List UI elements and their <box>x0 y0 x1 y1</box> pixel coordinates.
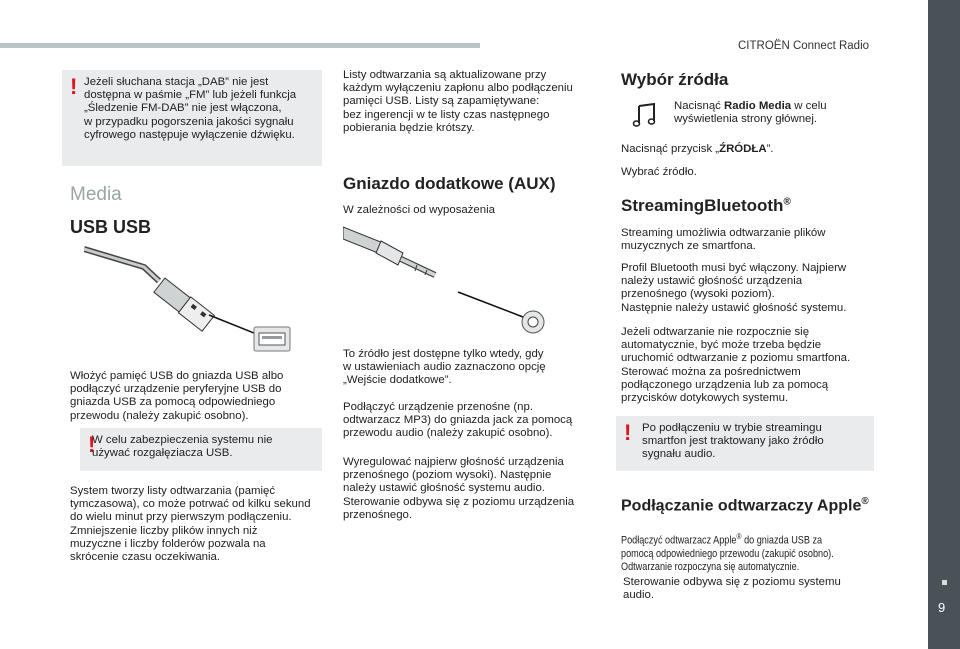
text: ”. <box>766 143 774 155</box>
registered-mark: ® <box>861 496 869 507</box>
section-title-media: Media <box>70 184 122 205</box>
text: Podłączyć odtwarzacz Apple <box>621 534 737 547</box>
aux-paragraph-1: To źródło jest dostępne tylko wtedy, gdy w ustawieniach audio zaznaczono opcję „Wejście dodatkowe”. <box>343 348 546 387</box>
sources-label: ŹRÓDŁA <box>719 143 767 155</box>
aux-jack-illustration <box>343 225 553 335</box>
section-title-source: Wybór źródła <box>621 70 729 89</box>
usb-illustration <box>84 245 294 365</box>
music-note-icon <box>632 102 658 128</box>
aux-paragraph-2: Podłączyć urządzenie przenośne (np. odtwarzacz MP3) do gniazda jack za pomocą przewodu audio (należy zakupić osobno). <box>343 401 573 440</box>
warning-icon: ! <box>70 74 78 99</box>
warning-icon: ! <box>88 432 96 457</box>
apple-line-1 <box>621 530 888 548</box>
warning-note-streaming <box>616 416 874 471</box>
top-rule <box>0 43 480 48</box>
apple-line-3: Odtwarzanie rozpoczyna się automatycznie. <box>621 560 800 573</box>
apple-paragraph-1 <box>621 530 888 574</box>
text: do gniazda USB za <box>741 534 823 547</box>
title-text: StreamingBluetooth <box>621 196 784 215</box>
usb-paragraph: Włożyć pamięć USB do gniazda USB albo podłączyć urządzenie peryferyjne USB do gniazda USB za pomocą odpowiedniego przewodu (należy zakupić osobno). <box>70 370 284 422</box>
aux-subtitle: W zależności od wyposażenia <box>343 204 495 216</box>
page-marker <box>942 580 947 585</box>
radio-media-label: Radio Media <box>724 100 792 112</box>
side-bar <box>928 0 960 649</box>
warning-text: Po podłączeniu w trybie streamingu smartfon jest traktowany jako źródło sygnału audio. <box>642 422 824 461</box>
warning-text: W celu zabezpieczenia systemu nie używać rozgałęziacza USB. <box>92 434 273 460</box>
system-paragraph: System tworzy listy odtwarzania (pamięć tymczasowa), co może potrwać od kilku sekund do wielu minut przy pierwszym podłączeniu. Zmniejszenie liczby plików innych niż muzyczne i liczby folderów pozwala na skrócenie czasu oczekiwania. <box>70 485 311 564</box>
playlists-paragraph: Listy odtwarzania są aktualizowane przy każdym wyłączeniu zapłonu albo podłączeniu pamięci USB. Listy są zapamiętywane: bez ingerencji w te listy czas następnego pobierania będzie krótszy. <box>343 69 573 134</box>
registered-mark: ® <box>736 532 742 541</box>
source-step-2 <box>621 143 774 156</box>
bluetooth-paragraph-3: Jeżeli odtwarzanie nie rozpocznie się automatycznie, być może trzeba będzie uruchomić odtwarzanie z poziomu smartfona. Sterować można za pośrednictwem podłączonego urządzenia lub za pomocą przycisków dotykowych systemu. <box>621 326 851 405</box>
source-step-3: Wybrać źródło. <box>621 166 697 178</box>
warning-icon: ! <box>624 420 632 445</box>
section-title-usb: USB USB <box>70 217 152 237</box>
warning-note-dab <box>62 70 322 166</box>
title-text: Podłączanie odtwarzaczy Apple <box>621 497 862 515</box>
page-number: 9 <box>938 600 946 615</box>
registered-mark: ® <box>783 196 791 208</box>
bluetooth-paragraph-2: Profil Bluetooth musi być włączony. Najpierw należy ustawić głośność urządzenia przenośnego (wysoki poziom). Następnie należy ustawić głośność systemu. <box>621 262 847 314</box>
section-title-apple <box>621 496 869 515</box>
section-title-bluetooth <box>621 196 791 216</box>
warning-note-usb-hub <box>80 428 322 471</box>
page-header: CITROËN Connect Radio <box>738 40 870 52</box>
text: Nacisnąć przycisk „ <box>621 143 720 155</box>
bluetooth-paragraph-1: Streaming umożliwia odtwarzanie plików muzycznych ze smartfona. <box>621 227 826 253</box>
apple-line-2: pomocą odpowiedniego przewodu (zakupić osobno). <box>621 547 834 560</box>
source-step-1 <box>674 100 864 126</box>
text: w celu wyświetlenia strony głównej. <box>674 100 827 126</box>
aux-paragraph-3: Wyregulować najpierw głośność urządzenia przenośnego (poziom wysoki). Następnie należy ustawić głośność systemu audio. Sterowanie odbywa się z poziomu urządzenia przenośnego. <box>343 456 575 521</box>
text: Nacisnąć <box>674 100 725 112</box>
warning-text: Jeżeli słuchana stacja „DAB” nie jest dostępna w paśmie „FM” lub jeżeli funkcja „Śledzenie FM-DAB” nie jest włączona, w przypadku pogorszenia jakości sygnału cyfrowego następuje wyłączenie dźwięku. <box>84 76 297 141</box>
apple-paragraph-2: Sterowanie odbywa się z poziomu systemu audio. <box>623 576 841 602</box>
section-title-aux: Gniazdo dodatkowe (AUX) <box>343 174 556 193</box>
